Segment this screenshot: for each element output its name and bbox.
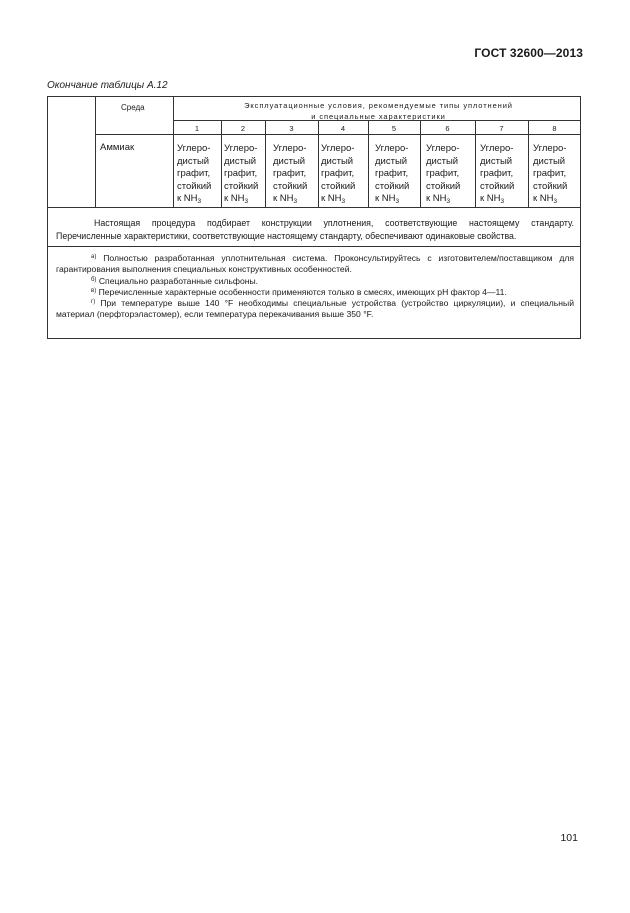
cell-line: стойкий	[375, 180, 410, 192]
cell-line	[321, 193, 355, 206]
column-number: 1	[194, 124, 200, 133]
table	[47, 96, 581, 339]
table-cell	[533, 143, 567, 206]
cell-line: дистый	[426, 155, 459, 167]
cell-line	[177, 193, 211, 206]
footnotes	[56, 253, 574, 321]
cell-line: дистый	[480, 155, 513, 167]
divider	[48, 246, 580, 247]
footnote-mark: б)	[91, 276, 97, 283]
divider	[95, 97, 96, 207]
cell-line: Углеро-	[533, 143, 567, 154]
table-note	[56, 217, 574, 243]
cell-line	[224, 193, 258, 206]
column-number: 3	[289, 124, 294, 133]
table-cell	[480, 143, 514, 206]
cell-line: графит,	[426, 168, 460, 179]
subscript: 3	[197, 198, 202, 205]
cell-line: дистый	[533, 155, 566, 167]
subscript: 3	[395, 198, 400, 205]
footnote-mark: в)	[91, 287, 97, 294]
standard-header: ГОСТ 32600—2013	[474, 46, 583, 60]
cell-line: Углеро-	[273, 143, 307, 154]
cell-line: стойкий	[224, 180, 259, 192]
table-cell	[321, 143, 355, 206]
column-number: 4	[340, 124, 346, 133]
footnote-text: Специально разработанные сильфоны.	[98, 275, 259, 286]
divider	[173, 97, 174, 207]
cell-line: стойкий	[177, 180, 212, 192]
footnote	[56, 287, 574, 298]
cell-line: графит,	[321, 168, 355, 179]
divider	[48, 207, 580, 208]
cell-line: графит,	[533, 168, 567, 179]
cell-line: дистый	[177, 155, 210, 167]
cell-line: Углеро-	[426, 143, 460, 154]
note-text: Настоящая процедура подбирает конструкции уплотнения, соответствующие настоящему стандарту. Перечисленные характеристики, соответствующие настоящему стандарту, обеспечивают одинаковые свойства.	[56, 218, 574, 241]
subscript: 3	[446, 198, 451, 205]
footnote	[56, 276, 574, 287]
subscript: 3	[553, 198, 558, 205]
cell-line	[273, 193, 307, 206]
subscript: 3	[293, 198, 298, 205]
cell-line-text: к NH	[375, 193, 396, 204]
cell-line: стойкий	[273, 180, 308, 192]
cell-line	[375, 193, 409, 206]
subscript: 3	[341, 198, 346, 205]
cell-line-text: к NH	[273, 193, 294, 204]
column-number: 8	[552, 124, 557, 133]
table-caption: Окончание таблицы А.12	[47, 80, 168, 91]
cell-line-text: к NH	[426, 193, 447, 204]
cell-line: стойкий	[321, 180, 356, 192]
cell-line: дистый	[273, 155, 306, 167]
conditions-header-line-2: и специальные характеристики	[311, 112, 446, 121]
cell-line: Углеро-	[177, 143, 211, 154]
cell-line: стойкий	[426, 180, 461, 192]
footnote-mark: г)	[91, 299, 96, 306]
cell-line-text: к NH	[533, 193, 554, 204]
cell-line: Углеро-	[480, 143, 514, 154]
medium-column-header: Среда	[121, 103, 145, 112]
cell-line-text: к NH	[177, 193, 198, 204]
medium-name: Аммиак	[100, 142, 135, 153]
table-cell	[177, 143, 211, 206]
cell-line: дистый	[224, 155, 257, 167]
cell-line: Углеро-	[375, 143, 409, 154]
cell-line-text: к NH	[224, 193, 245, 204]
cell-line: графит,	[177, 168, 211, 179]
cell-line: графит,	[273, 168, 307, 179]
cell-line: графит,	[375, 168, 409, 179]
cell-line: стойкий	[533, 180, 568, 192]
table-cell	[224, 143, 258, 206]
column-number: 7	[499, 124, 504, 133]
divider	[95, 134, 581, 135]
cell-line	[426, 193, 460, 206]
footnote	[56, 298, 574, 321]
subscript: 3	[244, 198, 249, 205]
page-number: 101	[560, 832, 578, 844]
cell-line-text: к NH	[480, 193, 501, 204]
conditions-column-header	[176, 100, 581, 122]
cell-line: стойкий	[480, 180, 515, 192]
cell-line: дистый	[375, 155, 408, 167]
cell-line: Углеро-	[321, 143, 355, 154]
column-number: 5	[391, 124, 397, 133]
footnote-text: При температуре выше 140 °F необходимы специальные устройства (устройство циркуляции), и специальный материал (перфторэластомер), если температура перекачивания выше 350 °F.	[56, 298, 574, 320]
conditions-header-line-1: Эксплуатационные условия, рекомендуемые типы уплотнений	[244, 101, 513, 110]
cell-line: дистый	[321, 155, 354, 167]
column-number: 6	[445, 124, 450, 133]
cell-line	[480, 193, 514, 206]
footnote-text: Полностью разработанная уплотнительная система. Проконсультируйтесь с изготовителем/поставщиком для гарантирования выполнения специальных конструктивных особенностей.	[56, 253, 574, 275]
footnote-text: Перечисленные характерные особенности применяются только в смесях, имеющих pH фактор 4—11.	[98, 286, 507, 297]
cell-line: графит,	[224, 168, 258, 179]
footnote	[56, 253, 574, 276]
subscript: 3	[500, 198, 505, 205]
table-cell	[273, 143, 307, 206]
table-cell	[426, 143, 460, 206]
column-number: 2	[240, 124, 246, 133]
cell-line-text: к NH	[321, 193, 342, 204]
cell-line: Углеро-	[224, 143, 258, 154]
cell-line	[533, 193, 567, 206]
footnote-mark: а)	[91, 254, 97, 260]
cell-line: графит,	[480, 168, 514, 179]
table-cell	[375, 143, 409, 206]
